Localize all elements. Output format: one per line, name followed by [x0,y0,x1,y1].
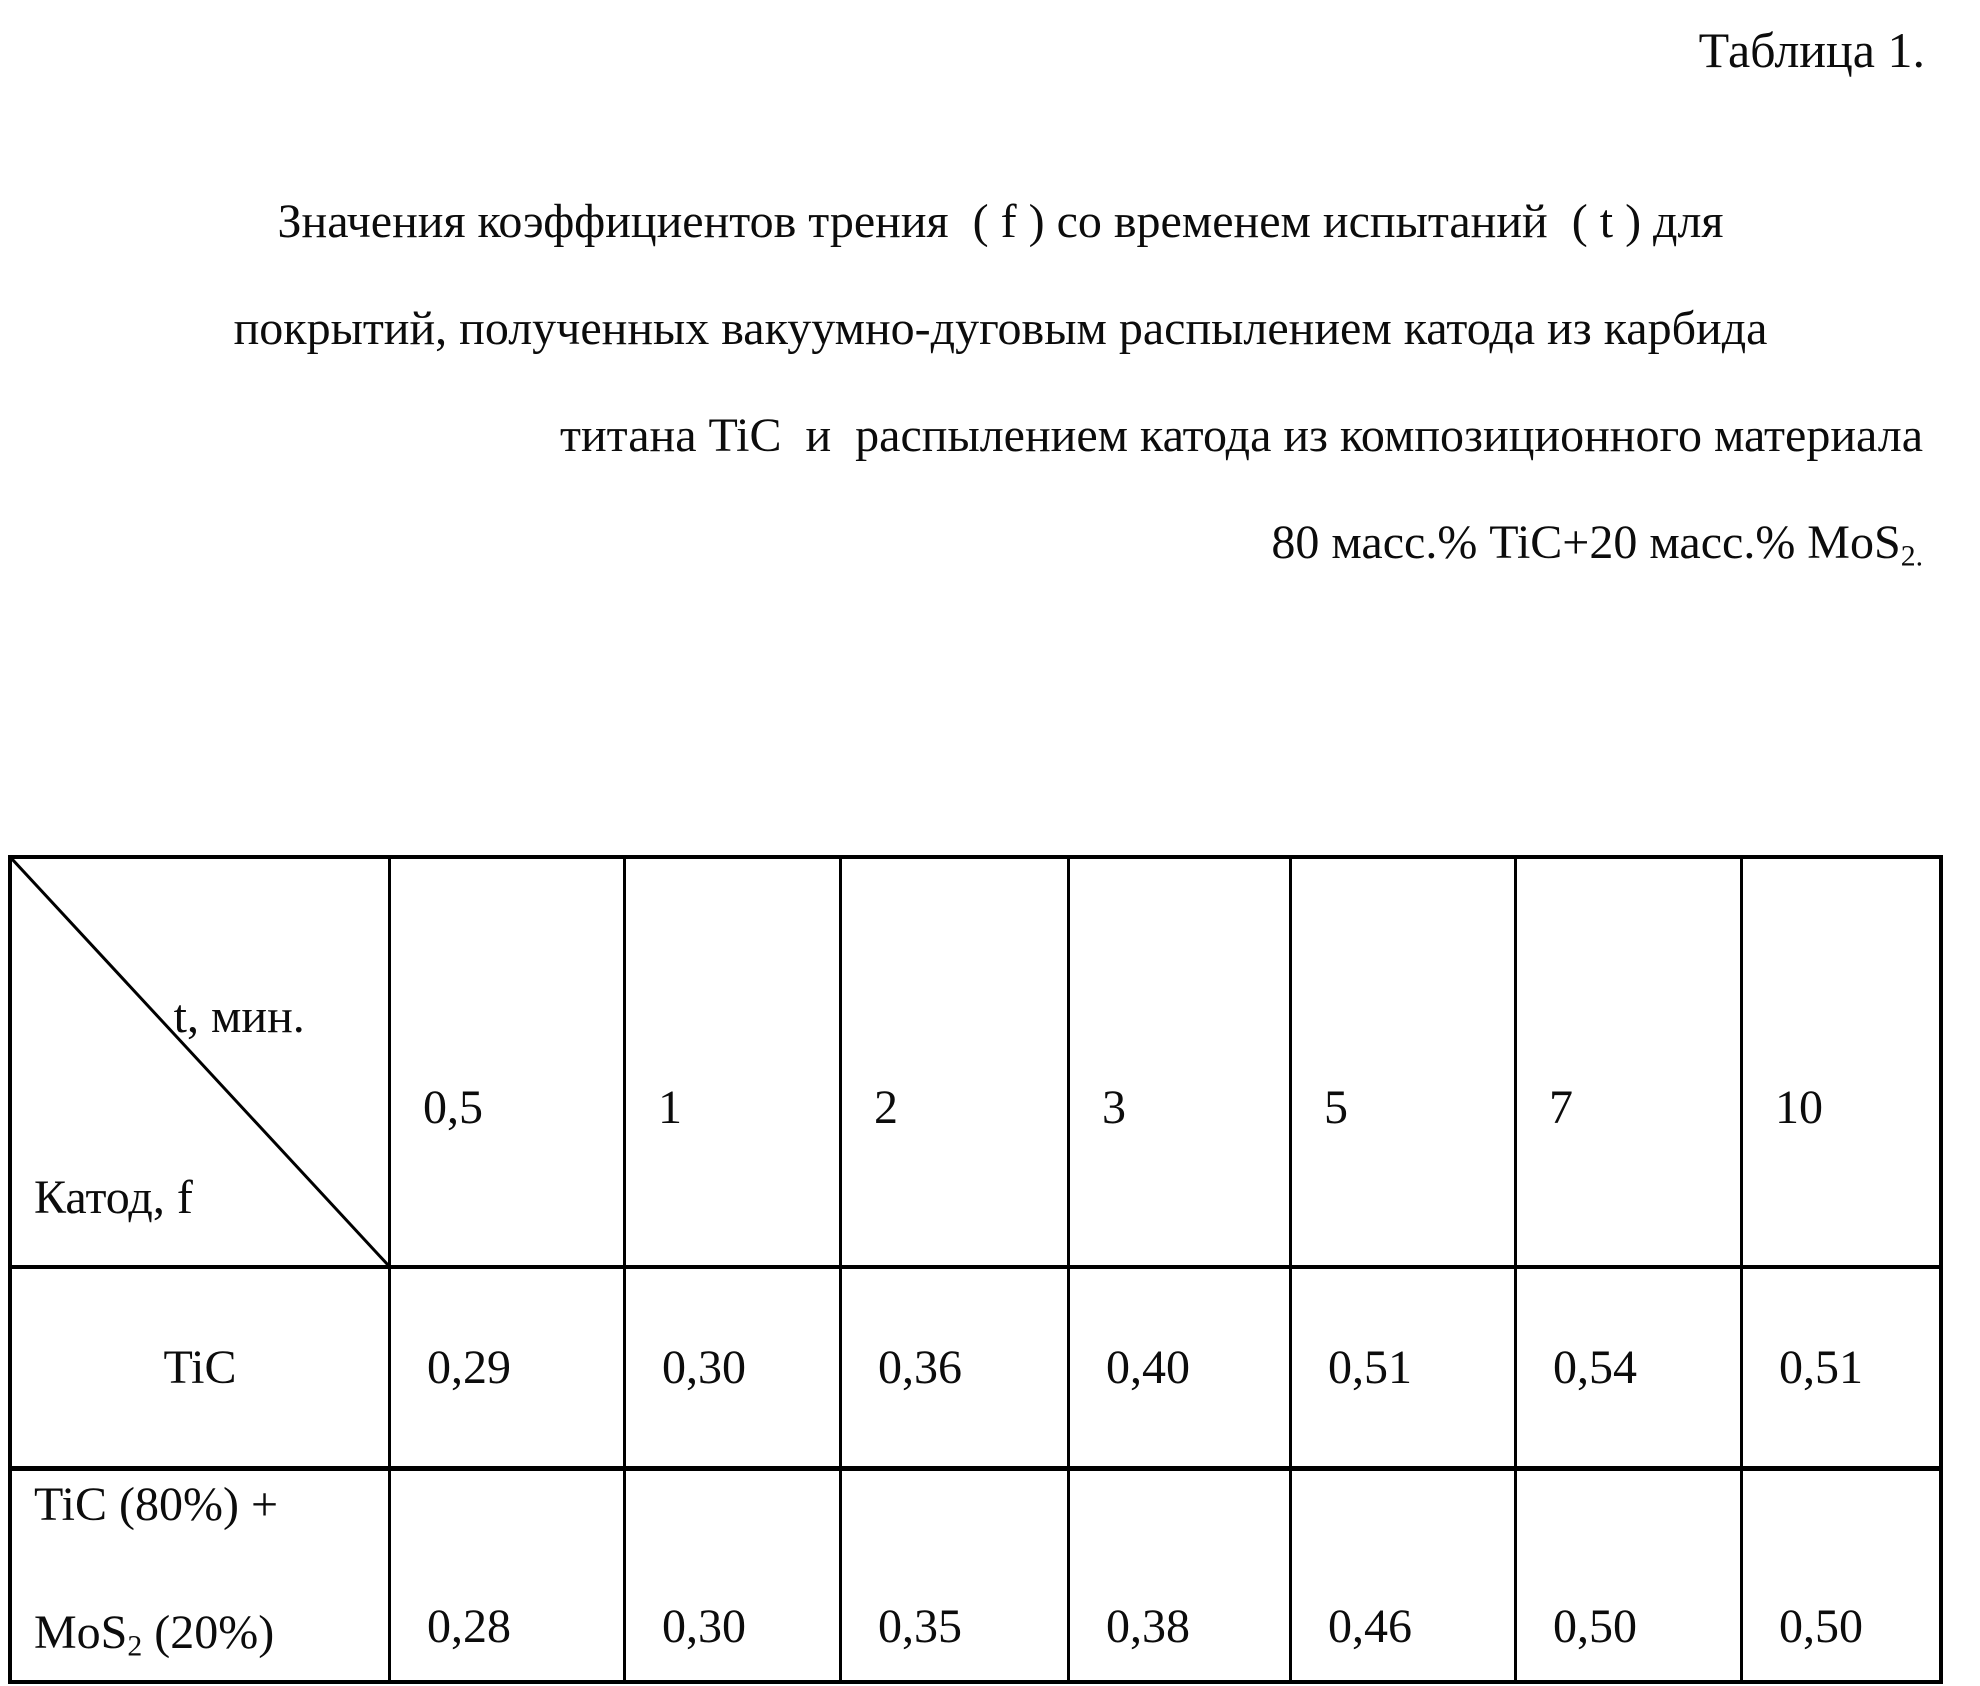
row-label-tic-mos2 [12,1471,391,1680]
row-label-line-1: TiC (80%) + [34,1478,279,1531]
caption-line-3: титана TiC и распылением катода из композиционного материала [559,409,1923,462]
row-label-tic: TiC [12,1269,391,1471]
table-cell: 0,36 [842,1269,1070,1471]
table-cell: 0,51 [1743,1269,1939,1471]
table-cell: 0,50 [1743,1471,1939,1680]
subscript-2: 2 [127,1629,143,1663]
table-cell: 0,46 [1292,1471,1517,1680]
subscript-2: 2. [1900,539,1923,573]
table-cell: 0,28 [391,1471,626,1680]
caption-line-1: Значения коэффициентов трения ( f ) со временем испытаний ( t ) для [277,195,1724,248]
table-cell: 0,29 [391,1269,626,1471]
table-cell: 0,51 [1292,1269,1517,1471]
time-header-cell: 10 [1743,859,1939,1269]
table-cell: 0,40 [1070,1269,1292,1471]
time-header-cell: 1 [626,859,842,1269]
time-header-cell: 5 [1292,859,1517,1269]
table-cell: 0,30 [626,1471,842,1680]
corner-label-cathode: Катод, f [34,1171,193,1224]
time-header-cell: 0,5 [391,859,626,1269]
time-header-cell: 7 [1517,859,1743,1269]
table-corner-cell [12,859,391,1269]
table-cell: 0,50 [1517,1471,1743,1680]
table-cell: 0,54 [1517,1269,1743,1471]
caption-line-2: покрытий, полученных вакуумно-дуговым распылением катода из карбида [233,302,1768,355]
caption-line-4: 80 масс.% TiC+20 масс.% MoS$_{2.}$ [1271,516,1923,573]
table-cell: 0,35 [842,1471,1070,1680]
table-number-label: Таблица 1. [1698,22,1925,78]
table-caption [78,168,1923,596]
time-header-cell: 2 [842,859,1070,1269]
row-label-line-2: MoS$_2$ (20%) [34,1606,275,1663]
friction-table [8,855,1943,1684]
table-cell: 0,30 [626,1269,842,1471]
time-header-cell: 3 [1070,859,1292,1269]
table-cell: 0,38 [1070,1471,1292,1680]
corner-label-time: t, мин. [173,990,305,1043]
